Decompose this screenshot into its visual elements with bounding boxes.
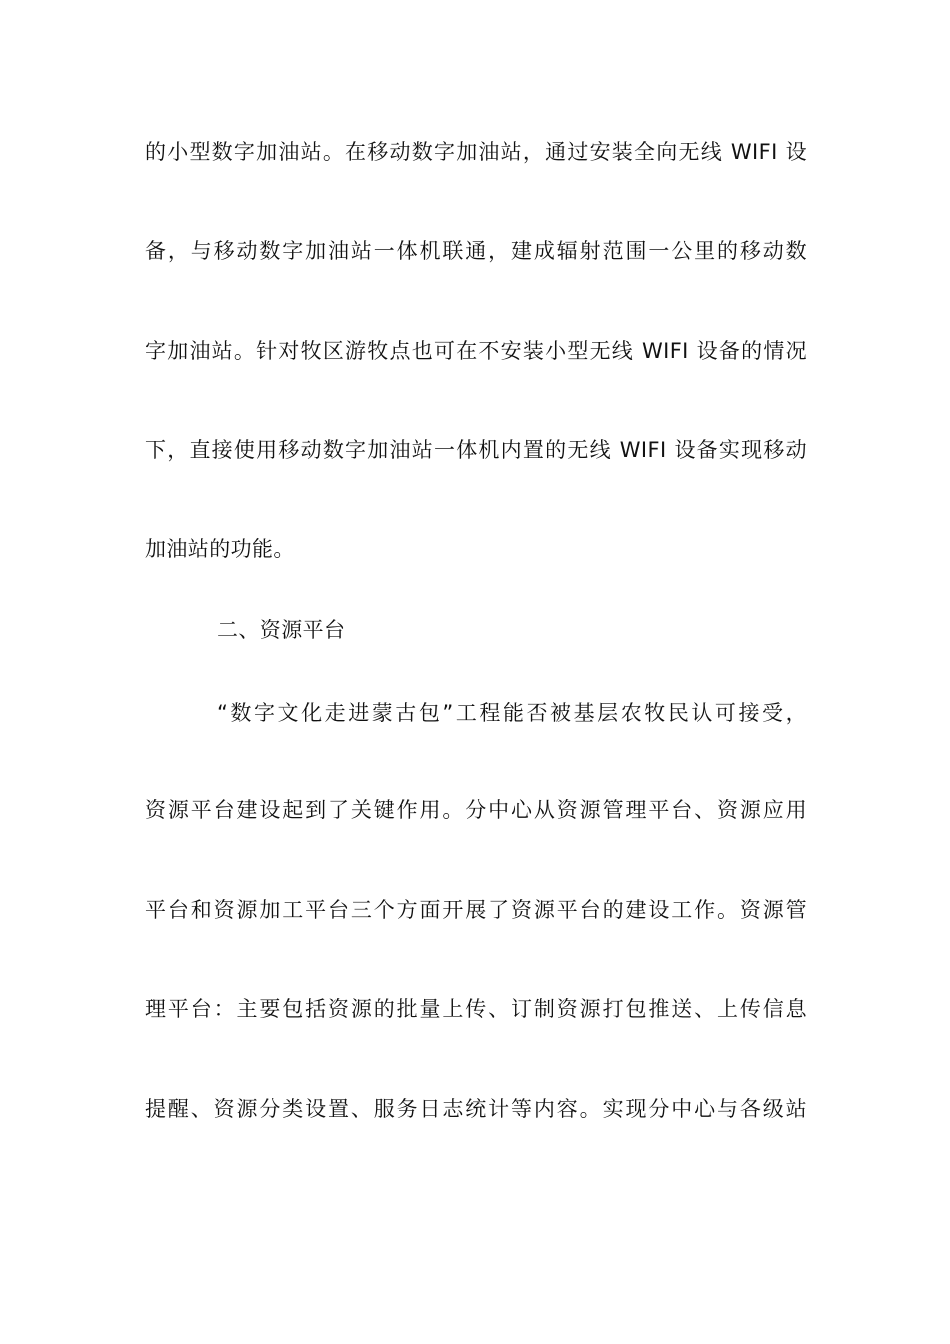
paragraph-line-2: 备，与移动数字加油站一体机联通，建成辐射范围一公里的移动数: [145, 239, 807, 263]
paragraph2-line-1: “数字文化走进蒙古包”工程能否被基层农牧民认可接受，: [217, 701, 807, 725]
paragraph2-line-2: 资源平台建设起到了关键作用。分中心从资源管理平台、资源应用: [145, 798, 807, 822]
paragraph2-line-5: 提醒、资源分类设置、服务日志统计等内容。实现分中心与各级站: [145, 1097, 807, 1121]
paragraph2-line-3: 平台和资源加工平台三个方面开展了资源平台的建设工作。资源管: [145, 898, 807, 922]
paragraph2-line-4: 理平台：主要包括资源的批量上传、订制资源打包推送、上传信息: [145, 997, 807, 1021]
paragraph-line-5: 加油站的功能。: [145, 537, 295, 561]
paragraph-line-4: 下，直接使用移动数字加油站一体机内置的无线 WIFI 设备实现移动: [145, 438, 807, 462]
paragraph-line-1: 的小型数字加油站。在移动数字加油站，通过安装全向无线 WIFI 设: [145, 140, 807, 164]
paragraph-line-3: 字加油站。针对牧区游牧点也可在不安装小型无线 WIFI 设备的情况: [145, 339, 807, 363]
section-heading: 二、资源平台: [217, 618, 346, 642]
